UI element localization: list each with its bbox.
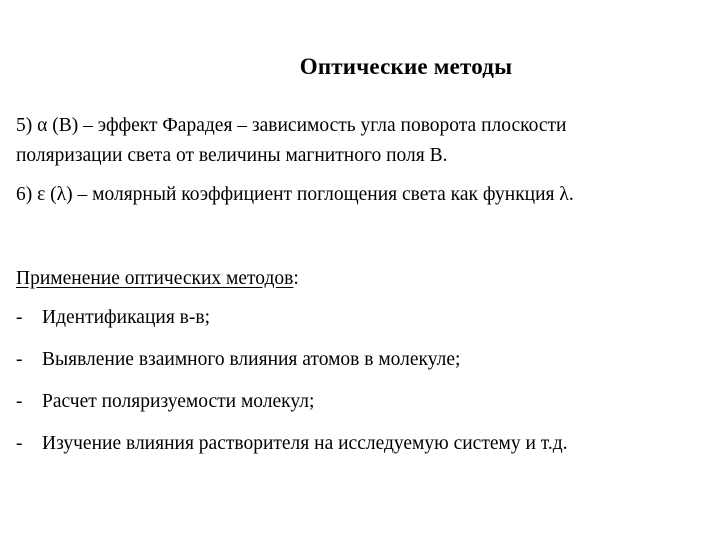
list-item: [16, 303, 568, 345]
list-dash: -: [16, 349, 23, 370]
list-item: [16, 429, 568, 471]
list-item-text: Изучение влияния растворителя на исследуемую систему и т.д.: [42, 433, 568, 454]
molar-label: 6) ε (λ): [16, 184, 73, 205]
list-item-text: Идентификация в-в;: [42, 307, 210, 328]
list-item-text: Расчет поляризуемости молекул;: [42, 391, 315, 412]
paragraph-faraday: [16, 111, 716, 171]
faraday-label: 5) α (B): [16, 115, 79, 136]
faraday-text-line1: – эффект Фарадея – зависимость угла поворота плоскости: [78, 115, 567, 136]
list-item: [16, 345, 568, 387]
applications-heading-colon: :: [293, 268, 299, 289]
list-item: [16, 387, 568, 429]
faraday-text-line2: поляризации света от величины магнитного поля B.: [16, 145, 448, 166]
molar-text: – молярный коэффициент поглощения света как функция λ.: [72, 184, 574, 205]
list-item-text: Выявление взаимного влияния атомов в молекуле;: [42, 349, 461, 370]
paragraph-molar-coefficient: [16, 180, 716, 210]
applications-list: [16, 303, 568, 471]
slide-title: Оптические методы: [299, 54, 513, 79]
list-dash: -: [16, 307, 23, 328]
applications-heading: [16, 264, 299, 294]
list-dash: -: [16, 391, 23, 412]
applications-heading-text: Применение оптических методов: [16, 268, 294, 289]
list-dash: -: [16, 433, 23, 454]
